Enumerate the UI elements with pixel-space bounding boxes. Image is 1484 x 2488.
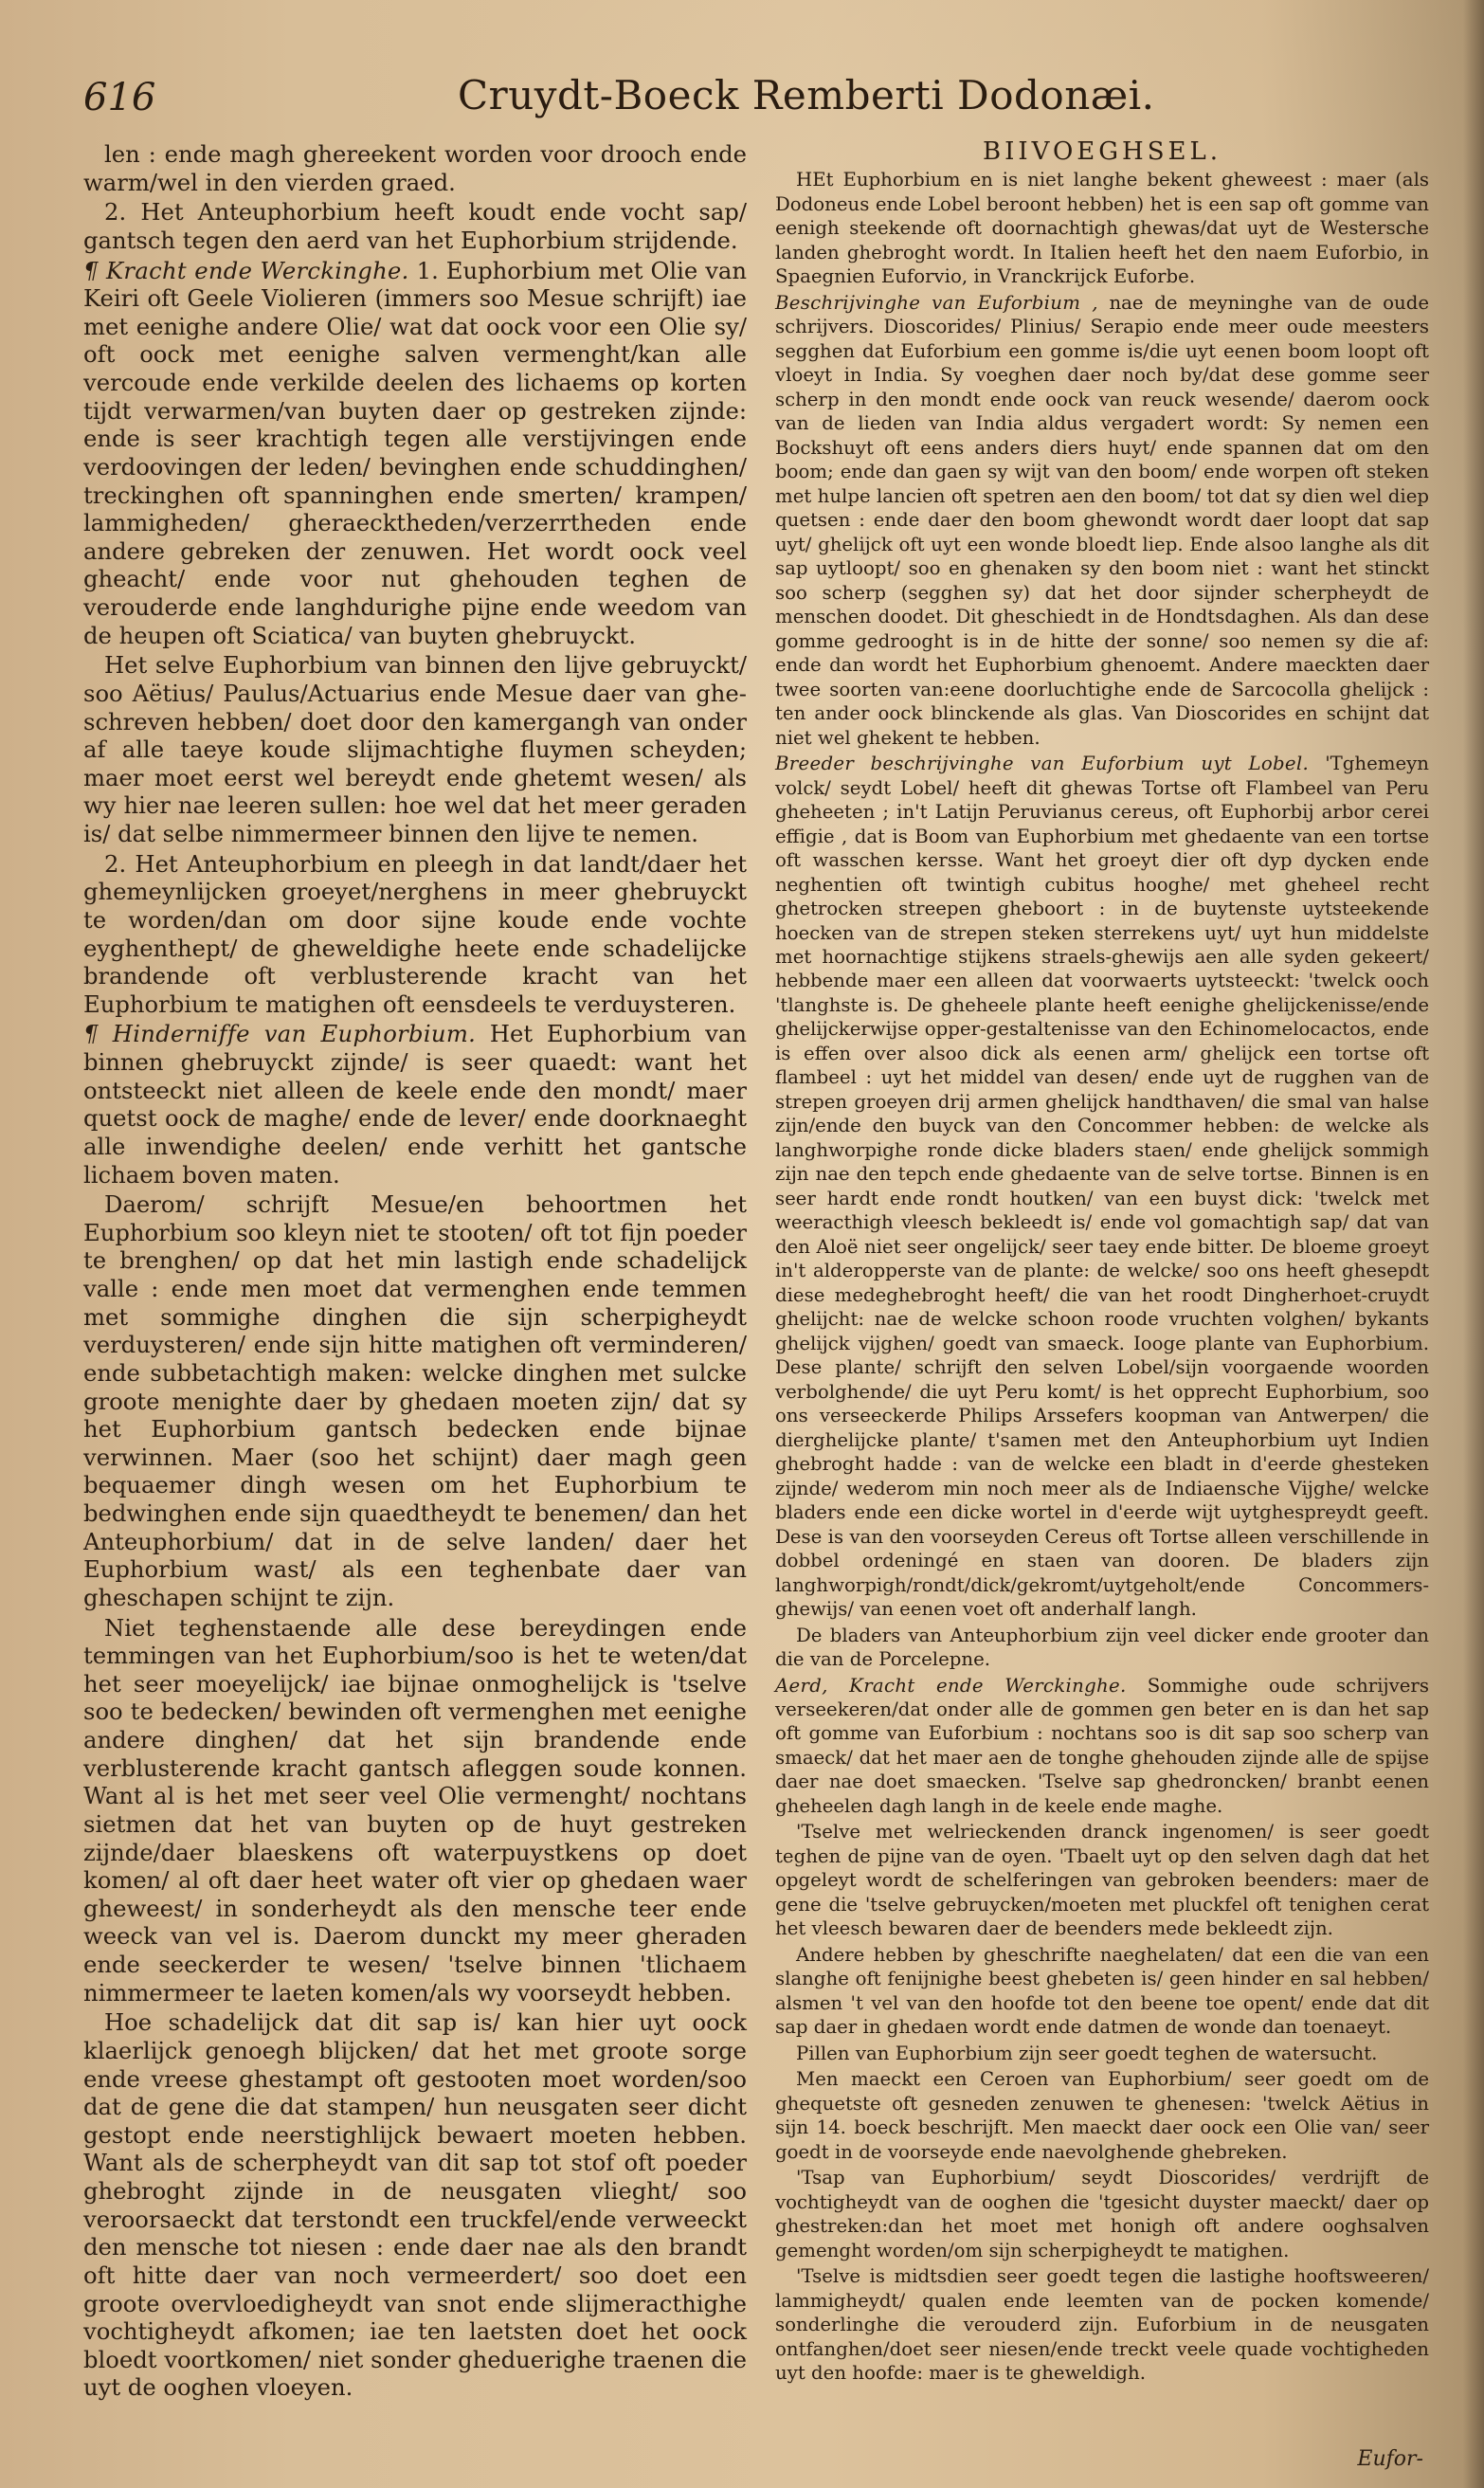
- paragraph-text: 'Tghemeyn volck/ seydt Lobel/ heeft dit ghewas Tortse oft Flambeel van Peru gheheeten ; in't Latijn Peruvianus cereus, oft Euphorbij arbor cerei effigie , dat is Boom van Euphorbium met ghedaente van een tortse oft wasschen kersse. Want het groeyt dier oft dyp dycken ende neghentien oft twintigh cubitus hooghe/ met gheheel recht ghetrocken streepen gheboort : in de buytenste uytsteekende hoecken van de strepen steken sterrekens uyt/ uyt hun middelste met hoornachtige stijkens straels-ghewijs aen alle syden gekeert/ hebbende maer een alleen dat voorwaerts uytsteeckt: 'twelck ooch 'tlanghste is. De gheheele plante heeft eenighe ghelijckenisse/ende ghelijckerwijse opper-gestaltenisse van den Echinomelocactos, ende is effen over alsoo dick als eenen arm/ ghelijck een tortse oft flambeel : uyt het middel van desen/ ende uyt de rugghen van de strepen groeyen drij armen ghelijck handthaven/ die smal van halse zijn/ende den buyck van den Concommer hebben: de welcke als langhworpighe ronde dicke bladers staen/ ende ghelijck sommigh zijn nae den tepch ende ghedaente van de selve tortse. Binnen is en seer hardt ende rondt houtken/ van een buyst dick: 'twelck met weeracthigh vleesch bekleedt is/ ende vol gomachtigh sap/ dat van den Aloë niet seer ongelijck/ seer taey ende bitter. De bloeme groeyt in't alderopperste van de plante: de welcke/ soo ons heeft ghesepdt diese medeghebroght heeft/ die van het roodt Dingherhoet-cruydt ghelijcht: nae de welcke schoon roode vruchten volghen/ bykants ghelijck vijghen/ goedt van smaeck. Iooge plante van Euphorbium. Dese plante/ schrijft den selven Lobel/sijn voorgaende woorden verbolghende/ die uyt Peru komt/ is het opprecht Euphorbium, soo ons verseeckerde Philips Arssefers koopman van Antwerpen/ die dierghelijcke plante/ t'samen met den Anteuphorbium uyt Indien ghebroght hadde : van de welcke een bladt in d'eerde ghesteken zijnde/ wederom min noch meer als de Indiaensche Vijghe/ welcke bladers ende een dicke wortel in d'eerde wijt uytghespreydt geeft. Dese is van den voorseyden Cereus oft Tortse alleen verschillende in dobbel ordeningé en staen van dooren. De bladers zijn langhworpigh/rondt/dick/gekromt/uytgeholt/ende Concommers-ghewijs/ van eenen voet oft anderhalf langh.: [775, 753, 1429, 1621]
- section-heading: ¶ Kracht ende Werckinghe.: [83, 256, 409, 284]
- paragraph: Niet teghenstaende alle dese bereydingen ende temmingen van het Euphorbium/soo is het te weten/dat het seer moeyelijck/ iae bijnae onmoghelijck is 'tselve soo te bedecken/ bewinden oft vermenghen met eenighe andere dinghen/ dat het sijn brandende ende verblusterende kracht gantsch afleggen soude konnen. Want al is het met seer veel Olie vermenght/ nochtans sietmen dat het van buyten op de huyt gestreken zijnde/daer blaeskens oft waterpuystkens op doet komen/ al oft daer heet water oft vier op ghedaen waer gheweest/ in sonderheydt als den mensche teer ende weeck van vel is. Daerom dunckt my meer gheraden ende seeckerder te wesen/ 'tselve binnen 'tlichaem nimmermeer te laeten komen/als wy voorseydt hebben.: [83, 1613, 747, 2007]
- paragraph: [775, 752, 1429, 1621]
- paragraph: Hoe schadelijck dat dit sap is/ kan hier uyt oock klaerlijck genoegh blijcken/ dat het met groote sorge ende vreese ghestampt oft gestooten moet worden/soo dat de gene die dat stampen/ hun neusgaten seer dicht gestopt ende neerstighlijck bewaert moeten hebben. Want als de scherpheydt van dit sap tot stof oft poeder ghebroght zijnde in de neusgaten vlieght/ soo veroorsaeckt dat terstondt een truckfel/ende verweeckt den mensche tot niesen : ende daer nae als den brandt oft hitte daer van noch vermeerdert/ soo doet een groote overvloedigheydt van snot ende slijmeracthighe vochtigheydt afkomen; iae ten laetsten doet het oock bloedt voortkomen/ niet sonder gheduerighe traenen die uyt de ooghen vloeyen.: [83, 2008, 747, 2402]
- page-number: 616: [83, 76, 156, 119]
- paragraph-text: Sommighe oude schrijvers verseekeren/dat onder alle de gommen gen beter en is dan het sap oft gomme van Euforbium : nochtans soo is dit sap soo scherp van smaeck/ dat het maer aen de tonghe ghehouden zijnde alle de spijse daer nae doet smaecken. 'Tselve sap ghedroncken/ branbt eenen gheheelen dagh langh in de keele ende maghe.: [775, 1674, 1429, 1817]
- paragraph: De bladers van Anteuphorbium zijn veel dicker ende grooter dan die van de Porcelepne.: [775, 1624, 1429, 1671]
- paragraph: [83, 257, 747, 650]
- page-header: [83, 66, 1429, 133]
- paragraph-text: nae de meyninghe van de oude schrijvers. Dioscorides/ Plinius/ Serapio ende meer oude meesters segghen dat Euforbium een gomme is/die uyt eenen boom loopt oft vloeyt in India. Sy voeghen daer noch by/dat dese gomme seer scherp in den mondt ende oock van reuck wesende/ daerom oock van de lieden van India aldus vergadert wordt: Sy nemen een Bockshuyt oft eens anders diers huyt/ ende spannen dat om den boom; ende dan gaen sy wijt van den boom/ ende worpen oft steken met hulpe lancien oft spetren aen den boom/ tot dat sy dien wel diep quetsen : ende daer den boom ghewondt wordt daer loopt dat sap uyt/ ghelijck oft uyt een wonde bloedt liep. Ende alsoo langhe als dit sap uytloopt/ soo en ghenaken sy den boom niet : want het stinckt soo scherp (segghen sy) dat het door sijnder scherpheydt de menschen doodet. Dit gheschiedt in de Hondtsdaghen. Als dan dese gomme gedrooght is in de hitte der sonne/ soo nemen sy die af: ende dan wordt het Euphorbium ghenoemt. Andere maeckten daer twee soorten van:eene doorluchtighe ende de Sarcocolla ghelijck : ten ander oock blinckende als glas. Van Dioscorides en schijnt dat niet wel ghekent te hebben.: [775, 291, 1429, 749]
- left-text-column: [83, 140, 747, 2404]
- paragraph: 'Tselve is midtsdien seer goedt tegen die lastighe hooftsweeren/ lammigheydt/ qualen ende leemten van de pocken komende/ sonderlinghe die verouderd zijn. Euforbium in de neusgaten ontfanghen/doet seer niesen/ende treckt veele quade vochtigheden uyt den hoofde: maer is te gheweldigh.: [775, 2265, 1429, 2385]
- paragraph: len : ende magh ghereekent worden voor drooch ende warm/wel in den vierden graed.: [83, 140, 747, 196]
- paragraph: [775, 1674, 1429, 1819]
- section-heading: Breeder beschrijvinghe van Euforbium uyt Lobel.: [775, 753, 1310, 775]
- right-text-column: [775, 137, 1429, 2388]
- paragraph: 2. Het Anteuphorbium heeft koudt ende vocht sap/ gantsch tegen den aerd van het Euphorbium strijdende.: [83, 198, 747, 254]
- page-edge-shadow: [1463, 0, 1484, 2488]
- running-title: Cruydt-Boeck Remberti Dodonæi.: [458, 72, 1155, 118]
- section-heading: ¶ Hinderniffe van Euphorbium.: [83, 1020, 477, 1048]
- paragraph: Daerom/ schrijft Mesue/en behoortmen het Euphorbium soo kleyn niet te stooten/ oft tot fijn poeder te brenghen/ op dat het min lastigh ende schadelijck valle : ende men moet dat vermenghen ende temmen met sommighe dinghen die sijn scherpigheydt verduysteren/ ende sijn hitte matighen oft verminderen/ ende subbetachtigh maken: welcke dinghen met sulcke groote menighte daer by ghedaen moeten zijn/ dat sy het Euphorbium gantsch bedecken ende bijnae verwinnen. Maer (soo het schijnt) daer magh geen bequaemer dingh wesen om het Euphorbium te bedwinghen ende sijn quaedtheydt te benemen/ dan het Anteuphorbium/ dat in de selve landen/ daer het Euphorbium wast/ als een teghenbate daer van gheschapen schijnt te zijn.: [83, 1190, 747, 1611]
- section-title: BIIVOEGHSEL.: [982, 137, 1222, 166]
- section-heading: Aerd, Kracht ende Werckinghe.: [775, 1674, 1127, 1697]
- paragraph: Men maeckt een Ceroen van Euphorbium/ seer goedt om de ghequetste oft gesneden zenuwen te ghenesen: 'twelck Aëtius in sijn 14. boeck beschrijft. Men maeckt daer oock een Olie van/ seer goedt in de voorseyde ende naevolghende ghebreken.: [775, 2068, 1429, 2163]
- paragraph-text: 1. Euphorbium met Olie van Keiri oft Geele Violieren (immers soo Mesue schrijft) iae met eenighe andere Olie/ wat dat oock voor een Olie sy/ oft oock met eenighe salven vermenght/kan alle vercoude ende verkilde deelen des lichaems op korten tijdt verwarmen/van buyten daer op gestreken zijnde: ende is seer krachtigh tegen alle verstijvingen ende verdoovingen der leden/ bevinghen ende schuddinghen/ treckinghen oft spanninghen ende smerten/ krampen/ lammigheden/ gheraecktheden/verzerrtheden ende andere gebreken der zenuwen. Het wordt oock veel gheacht/ ende voor nut ghehouden teghen de verouderde ende langhdurighe pijne ende weedom van de heupen oft Sciatica/ van buyten ghebruyckt.: [83, 256, 747, 649]
- paragraph-text: Het Euphorbium van binnen ghebruyckt zijnde/ is seer quaedt: want het ontsteeckt niet alleen de keele ende den mondt/ maer quetst oock de maghe/ ende de lever/ ende doorknaeght alle inwendighe deelen/ ende verhitt het gantsche lichaem boven maten.: [83, 1020, 747, 1189]
- paragraph: 'Tselve met welrieckenden dranck ingenomen/ is seer goedt teghen de pijne van de oyen. 'Tbaelt uyt op den selven dagh dat het opgeleyt wordt de schelferingen van gebroken beenders: maer de gene die 'tselve gebruycken/moeten met pluckfel oft tenighen cerat het vleesch bewaren daer de beenders mede bekleedt zijn.: [775, 1821, 1429, 1940]
- paragraph: 2. Het Anteuphorbium en pleegh in dat landt/daer het ghemeynlijcken groeyet/nerghens in meer ghebruyckt te worden/dan om door sijne koude ende vochte eyghenthept/ de gheweldighe heete ende schadelijcke brandende oft verblusterende kracht van het Euphorbium te matighen oft eensdeels te verduysteren.: [83, 849, 747, 1018]
- paragraph: [83, 1020, 747, 1189]
- paragraph: 'Tsap van Euphorbium/ seydt Dioscorides/ verdrijft de vochtigheydt van de ooghen die 'tgesicht duyster maeckt/ daer op ghestreken:dan het moet met honigh oft andere ooghsalven gemenght worden/om sijn scherpigheydt te matighen.: [775, 2167, 1429, 2261]
- paragraph: Andere hebben by gheschrifte naeghelaten/ dat een die van een slanghe oft fenijnighe beest ghebeten is/ geen hinder en sal hebben/ alsmen 't vel van den hoofde tot den beene toe opent/ ende dat dit sap daer in ghedaen wordt ende datmen de wonde dan toenaeyt.: [775, 1943, 1429, 2039]
- paragraph: Pillen van Euphorbium zijn seer goedt teghen de watersucht.: [796, 2042, 1378, 2064]
- catchword: Eufor-: [1357, 2447, 1423, 2471]
- paragraph: Het selve Euphorbium van binnen den lijve gebruyckt/ soo Aëtius/ Paulus/Actuarius ende Mesue daer van ghe-schreven hebben/ doet door den kamergangh van onder af alle taeye koude slijmachtighe fluymen scheyden; maer moet eerst wel bereydt ende ghetemt wesen/ als wy hier nae leeren sullen: hoe wel dat het meer geraden is/ dat selbe nimmermeer binnen den lijve te nemen.: [83, 651, 747, 847]
- paragraph: [775, 291, 1429, 750]
- section-heading: Beschrijvinghe van Euforbium ,: [775, 291, 1098, 314]
- paragraph: HEt Euphorbium en is niet langhe bekent gheweest : maer (als Dodoneus ende Lobel beroont hebben) het is een sap oft gomme van eenigh steekende oft doornachtigh ghewas/dat uyt de Westersche landen ghebroght wordt. In Italien heeft het den naem Euforbio, in Spaegnien Euforvio, in Vranckrijck Euforbe.: [775, 169, 1429, 288]
